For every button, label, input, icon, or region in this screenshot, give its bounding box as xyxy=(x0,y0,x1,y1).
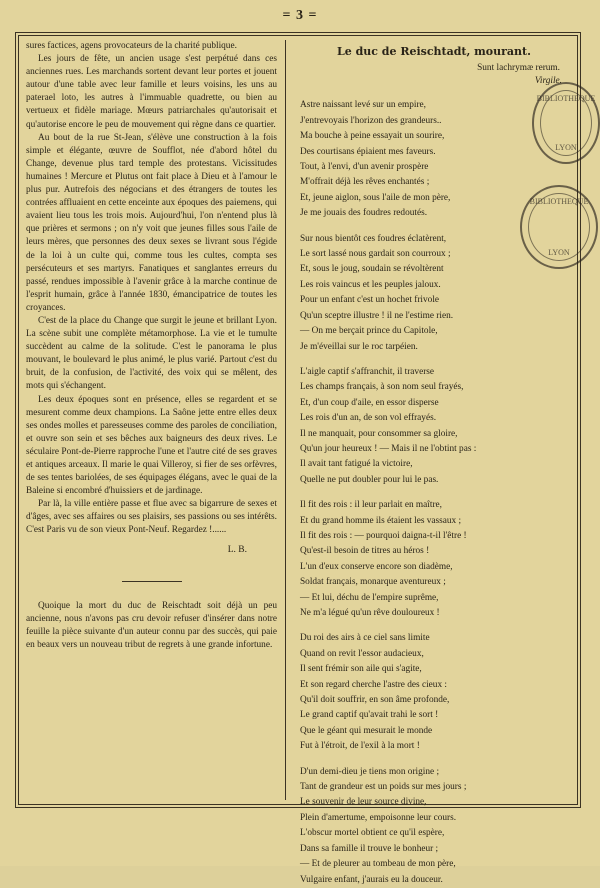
poem-line: Et son regard cherche l'astre des cieux : xyxy=(300,679,448,690)
poem-line: Le sort lassé nous gardait son courroux ; xyxy=(300,249,451,260)
poem-line: Sur nous bientôt ces foudres éclatèrent, xyxy=(300,233,447,244)
poem-line: Des courtisans épiaient mes faveurs. xyxy=(300,146,436,157)
poem-line: Pour un enfant c'est un hochet frivole xyxy=(300,295,440,306)
poem-line: Tout, à l'envi, d'un avenir prospère xyxy=(300,162,429,173)
poem-line: Fut à l'étroit, de l'exil à la mort ! xyxy=(300,741,420,752)
poem-line: M'offrait déjà les rêves enchantés ; xyxy=(300,177,430,188)
article-paragraph: Les jours de fête, un ancien usage s'est perpétué dans ces anciennes rues. Les marchands sortent devant leur portes et jouent autour d'une table avec leur famille et leurs voisins, les uns au paterael loto, les autres à l'immuable quadrette, ou bien au vertueux et fidèle mariage. Mœurs patriarchales qu'autorisait et qu'autorise encore le peu de mouvement qui règne dans ce quartier. xyxy=(26,54,277,130)
poem-line: Le grand captif qu'avait trahi le sort ! xyxy=(300,710,439,721)
poem-line: Et, sous le joug, soudain se révoltèrent xyxy=(300,264,444,275)
poem-line: Il ne manquait, pour consommer sa gloire, xyxy=(300,428,458,439)
poem-line: Que le géant qui mesurait le monde xyxy=(300,725,433,736)
poem-line: Et, jeune aiglon, sous l'aile de mon père, xyxy=(300,192,451,203)
poem-line: — Et de pleurer au tombeau de mon père, xyxy=(300,859,456,870)
poem-line: — Et lui, déchu de l'empire suprême, xyxy=(300,592,439,603)
poem-line: Les champs français, à son nom seul frayés, xyxy=(300,382,464,393)
poem-line: Qu'est-il besoin de titres au héros ! xyxy=(300,546,430,557)
poem-line: Le souvenir de leur source divine, xyxy=(300,797,427,808)
stamp-text-bottom: LYON xyxy=(548,248,570,257)
poem-line: Quelle ne put doubler pour lui le pas. xyxy=(300,474,439,485)
stamp-text-top: BIBLIOTHEQUE xyxy=(536,94,596,103)
poem-stanza xyxy=(300,765,572,888)
poem-line: Et, d'un coup d'aile, en essor disperse xyxy=(300,397,439,408)
poem-line: Je me jouais des foudres redoutés. xyxy=(300,208,428,219)
left-column xyxy=(26,40,277,652)
poem-epigraph xyxy=(296,62,572,88)
poem-line: L'aigle captif s'affranchit, il traverse xyxy=(300,366,435,377)
poem-line: Qu'il doit souffrir, en son âme profonde, xyxy=(300,695,450,706)
poem-line: Quand on revit l'essor audacieux, xyxy=(300,648,424,659)
poem-line: Il fit des rois : il leur parlait en maître, xyxy=(300,500,442,511)
page-number: = 3 = xyxy=(282,8,318,23)
poem-introduction: Quoique la mort du duc de Reischtadt soit déjà un peu ancienne, nous n'avons pas cru devoir refuser d'insérer dans notre feuille la pièce suivante d'un auteur connu par des succès, qui paie en beaux vers un nouveau tribut de regrets à une grande infortune. xyxy=(26,600,277,650)
poem-line: Les rois d'un an, de son vol effrayés. xyxy=(300,413,437,424)
poem-line: Dans sa famille il trouve le bonheur ; xyxy=(300,843,439,854)
epigraph-author: Virgile. xyxy=(534,76,562,87)
poem-line: Et du grand homme ils étaient les vassaux ; xyxy=(300,515,462,526)
article-paragraph: sures factices, agens provocateurs de la charité publique. xyxy=(26,41,237,51)
poem-line: Ne m'a légué qu'un rêve douloureux ! xyxy=(300,608,440,618)
article-paragraph: Les deux époques sont en présence, elles se regardent et se mesurent comme deux champions. La Saône jette entre elles deux ses ondes molles et paresseuses comme des paroles de conciliation, et ouvre son sein et ses bêches aux baigneurs des deux rives. Le séculaire Pont-de-Pierre rapproche l'une et l'autre cité de ses graves et antiques arceaux. Il marie le quai Villeroy, si fier de ses orfèvres, de ses tentes bariolées, de ses équipages élégans, avec le quai de la Baleine si encombré d'huissiers et de jardinage. xyxy=(26,394,277,497)
poem-line: J'entrevoyais l'horizon des grandeurs.. xyxy=(300,115,442,126)
article-paragraph: Au bout de la rue St-Jean, s'élève une construction à la fois simple et élégante, œuvre de Soufflot, née d'abord hôtel du Change, devenue plus tard temple des protestans. Vicissitudes humaines ! Mercure et Plutus ont fait place à Dieu et à l'amour le plus pur. Autrefois des négocians et des étrangers de toutes les contrées affluaient en cette enceinte aux époques des paiemens, qui avaient lieu tous les trois mois. Aujourd'hui, l'on n'entend plus là que prières et sermons ; on n'y voit que jeunes filles sous l'aile de leurs mères, que personnes des deux sexes se livrant sous l'égide de la loi à un culte qui, comme tous les cultes, compta ses persécuteurs et ses martyrs. Fanatiques et sanglantes erreurs du passé, rendues impossible à l'avenir grâce à la marche continue de l'esprit humain, grâce à l'année 1830, émancipatrice de toutes les croyances. xyxy=(26,132,277,313)
poem-title: Le duc de Reischtadt, mourant. xyxy=(337,45,531,58)
poem-line: Ma bouche à peine essayait un sourire, xyxy=(300,131,445,142)
poem-line: Du roi des airs à ce ciel sans limite xyxy=(300,633,430,644)
poem-stanza xyxy=(300,498,572,621)
poem-line: Il sent frémir son aile qui s'agite, xyxy=(300,664,422,675)
poem-line: Les rois vaincus et les peuples jaloux. xyxy=(300,279,441,290)
poem-line: D'un demi-dieu je tiens mon origine ; xyxy=(300,766,440,777)
poem-line: L'obscur mortel obtient ce qu'il espère, xyxy=(300,828,445,839)
stamp-text-bottom: LYON xyxy=(555,143,577,152)
article-paragraph: C'est de la place du Change que surgit le jeune et brillant Lyon. La scène subit une complète métamorphose. La vie et le tumulte succèdent au calme de la solitude. C'est le panorama le plus mouvant, le boulevard le plus animé, le plus varié. Partout c'est du bruit, de la confusion, de l'activité, des voix qui se mêlent, des mots qui s'échangent. xyxy=(26,315,277,392)
article-signature: L. B. xyxy=(227,544,247,555)
library-stamp xyxy=(520,185,598,269)
poem-line: Il avait tant fatigué la victoire, xyxy=(300,459,413,470)
poem-line: Il fit des rois : — pourquoi daigna-t-il l'être ! xyxy=(300,530,467,541)
epigraph-quote: Sunt lachrymæ rerum. xyxy=(477,63,560,74)
poem-stanza xyxy=(300,365,572,488)
poem-line: Astre naissant levé sur un empire, xyxy=(300,100,426,111)
library-stamp xyxy=(532,82,600,164)
poem-line: — On me berçait prince du Capitole, xyxy=(300,326,438,337)
column-divider xyxy=(285,40,286,800)
right-column xyxy=(296,40,572,888)
poem-line: Qu'un sceptre illustre ! il ne l'estime rien. xyxy=(300,310,454,321)
section-separator xyxy=(122,581,182,582)
poem-line: L'un d'eux conserve encore son diadème, xyxy=(300,561,453,572)
poem-stanza xyxy=(300,631,572,754)
stamp-text-top: BIBLIOTHEQUE xyxy=(529,197,589,206)
poem-line: Tant de grandeur est un poids sur mes jours ; xyxy=(300,782,467,793)
poem-line: Qu'un jour heureux ! — Mais il ne l'obtint pas : xyxy=(300,443,477,454)
poem-line: Soldat français, monarque aventureux ; xyxy=(300,577,446,588)
poem-line: Plein d'amertume, empoisonne leur cours. xyxy=(300,812,457,823)
poem-line: Vulgaire enfant, j'aurais eu la douceur. xyxy=(300,874,443,885)
poem-line: Je m'éveillai sur le roc tarpéien. xyxy=(300,341,418,352)
article-paragraph: Par là, la ville entière passe et flue avec sa bigarrure de sexes et d'âges, avec ses affaires ou ses plaisirs, ses passions ou ses intérêts. C'est Paris vu de son vieux Pont-Neuf. Regardez !...... xyxy=(26,499,277,536)
